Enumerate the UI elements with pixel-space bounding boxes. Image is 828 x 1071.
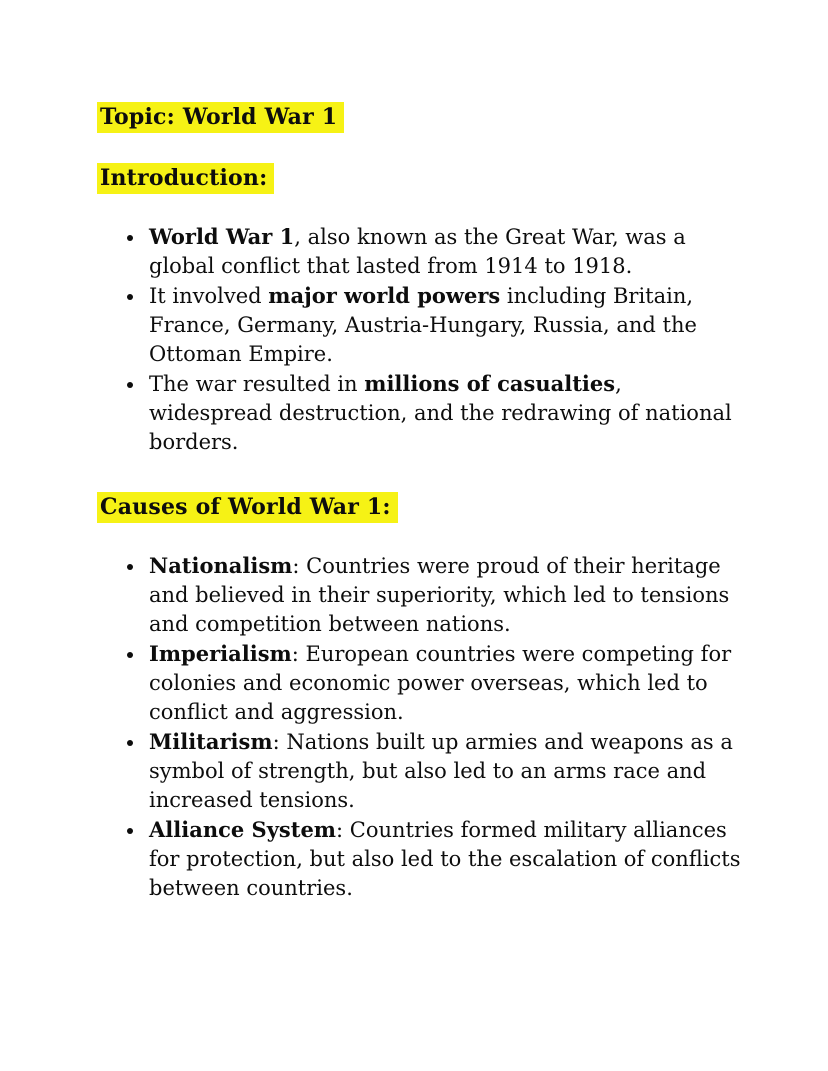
bullet-text: It involved <box>149 284 269 308</box>
bullet-text: , also known as the Great War, was a global conflict that lasted from 1914 to 1918. <box>149 225 686 278</box>
bullet-text: : Countries were proud of their heritage and believed in their superiority, which led to tensions and competition between nations. <box>149 554 730 636</box>
bullet-text: : European countries were competing for colonies and economic power overseas, which led to conflict and aggression. <box>149 642 732 724</box>
bullet-text-bold: millions of casualties <box>364 371 616 396</box>
bullet-text-bold: Militarism <box>149 729 273 754</box>
list-item <box>146 815 748 903</box>
list-item <box>146 639 748 727</box>
section-heading-introduction-highlight: Introduction: <box>97 163 274 194</box>
bullet-text: : Countries formed military alliances for protection, but also led to the escalation of conflicts between countries. <box>149 818 741 900</box>
list-item <box>146 369 748 457</box>
introduction-bullet-list <box>97 222 748 457</box>
bullet-text-bold: Imperialism <box>149 641 292 666</box>
causes-bullet-list <box>97 551 748 903</box>
bullet-text-bold: Alliance System <box>149 817 337 842</box>
bullet-text-bold: Nationalism <box>149 553 293 578</box>
list-item <box>146 551 748 639</box>
list-item <box>146 727 748 815</box>
section-heading-introduction <box>97 162 748 194</box>
bullet-text: The war resulted in <box>149 372 365 396</box>
document-title-highlight: Topic: World War 1 <box>97 102 344 133</box>
bullet-text: : Nations built up armies and weapons as a symbol of strength, but also led to an arms race and increased tensions. <box>149 730 733 812</box>
section-heading-causes <box>97 491 748 523</box>
bullet-text: , widespread destruction, and the redrawing of national borders. <box>149 372 732 454</box>
section-heading-causes-highlight: Causes of World War 1: <box>97 492 398 523</box>
bullet-text-bold: World War 1 <box>149 224 295 249</box>
bullet-text: including Britain, France, Germany, Austria-Hungary, Russia, and the Ottoman Empire. <box>149 284 697 366</box>
bullet-text-bold: major world powers <box>268 283 501 308</box>
list-item <box>146 281 748 369</box>
document-title <box>97 94 748 133</box>
list-item <box>146 222 748 281</box>
